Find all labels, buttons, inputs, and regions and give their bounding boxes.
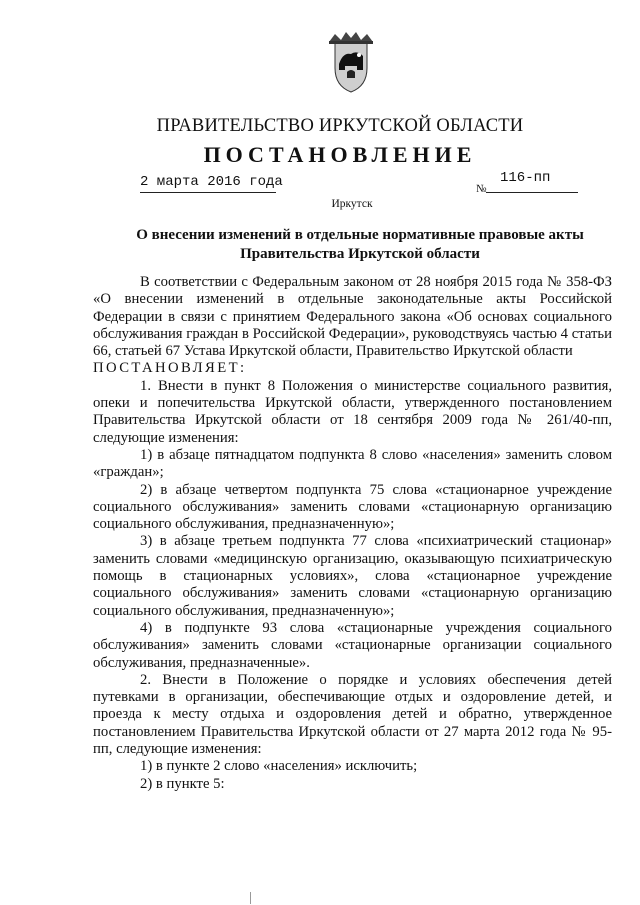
number-underline <box>486 192 578 193</box>
decree-word: ПОСТАНОВЛЯЕТ: <box>93 360 247 377</box>
document-number: 116-пп <box>500 170 551 186</box>
paragraph-1-item-4: 4) в подпункте 93 слова «стационарные учреждения социального обслуживания» заменить словами «стационарные организации социального обслуживания, предназначенные». <box>93 619 612 671</box>
paragraph-2-item-1: 1) в пункте 2 слово «населения» исключить; <box>140 758 418 775</box>
document-body <box>93 274 612 793</box>
subject-line-1: О внесении изменений в отдельные нормативные правовые акты <box>136 227 584 243</box>
paragraph-2: 2. Внести в Положение о порядке и условиях обеспечения детей путевками в организации, обеспечивающие отдых и оздоровление детей, и проезда к месту отдыха и оздоровления детей и обратно, утвержденное постановлением Правительства Иркутской области от 27 марта 2012 года № 95-пп, следующие изменения: <box>93 671 612 758</box>
paragraph-1-item-1: 1) в абзаце пятнадцатом подпункта 8 слово «населения» заменить словом «граждан»; <box>93 446 612 481</box>
scan-artifact <box>250 892 251 904</box>
paragraph-2-item-2: 2) в пункте 5: <box>140 775 225 792</box>
number-sign: № <box>476 183 487 195</box>
city-name: Иркутск <box>331 198 373 210</box>
preamble-paragraph: В соответствии с Федеральным законом от 28 ноября 2015 года № 358-ФЗ «О внесении изменений в отдельные законодательные акты Российской Федерации в связи с принятием Федерального закона «Об основах социального обслуживания граждан в Российской Федерации», руководствуясь частью 4 статьи 66, статьей 67 Устава Иркутской области, Правительство Иркутской области <box>93 274 612 360</box>
date-underline <box>140 192 276 193</box>
document-date: 2 марта 2016 года <box>140 174 283 190</box>
paragraph-1: 1. Внести в пункт 8 Положения о министерстве социального развития, опеки и попечительства Иркутской области, утвержденного постановлением Правительства Иркутской области от 18 сентября 2009 года № 261/40-пп, следующие изменения: <box>93 377 612 446</box>
coat-of-arms-emblem <box>325 28 377 94</box>
paragraph-1-item-3: 3) в абзаце третьем подпункта 77 слова «психиатрический стационар» заменить словами «медицинскую организацию, оказывающую психиатрическую помощь в стационарных условиях», слова «стационарное учреждение социального обслуживания» заменить словами «стационарную организацию социального обслуживания, предназначенную»; <box>93 533 612 619</box>
paragraph-1-item-2: 2) в абзаце четвертом подпункта 75 слова «стационарное учреждение социального обслуживания» заменить словами «стационарную организацию социального обслуживания, предназначенную»; <box>93 481 612 533</box>
subject-line-2: Правительства Иркутской области <box>240 246 480 262</box>
document-type-title: ПОСТАНОВЛЕНИЕ <box>203 142 477 167</box>
government-title: ПРАВИТЕЛЬСТВО ИРКУТСКОЙ ОБЛАСТИ <box>156 116 524 136</box>
document-subject <box>120 226 600 264</box>
